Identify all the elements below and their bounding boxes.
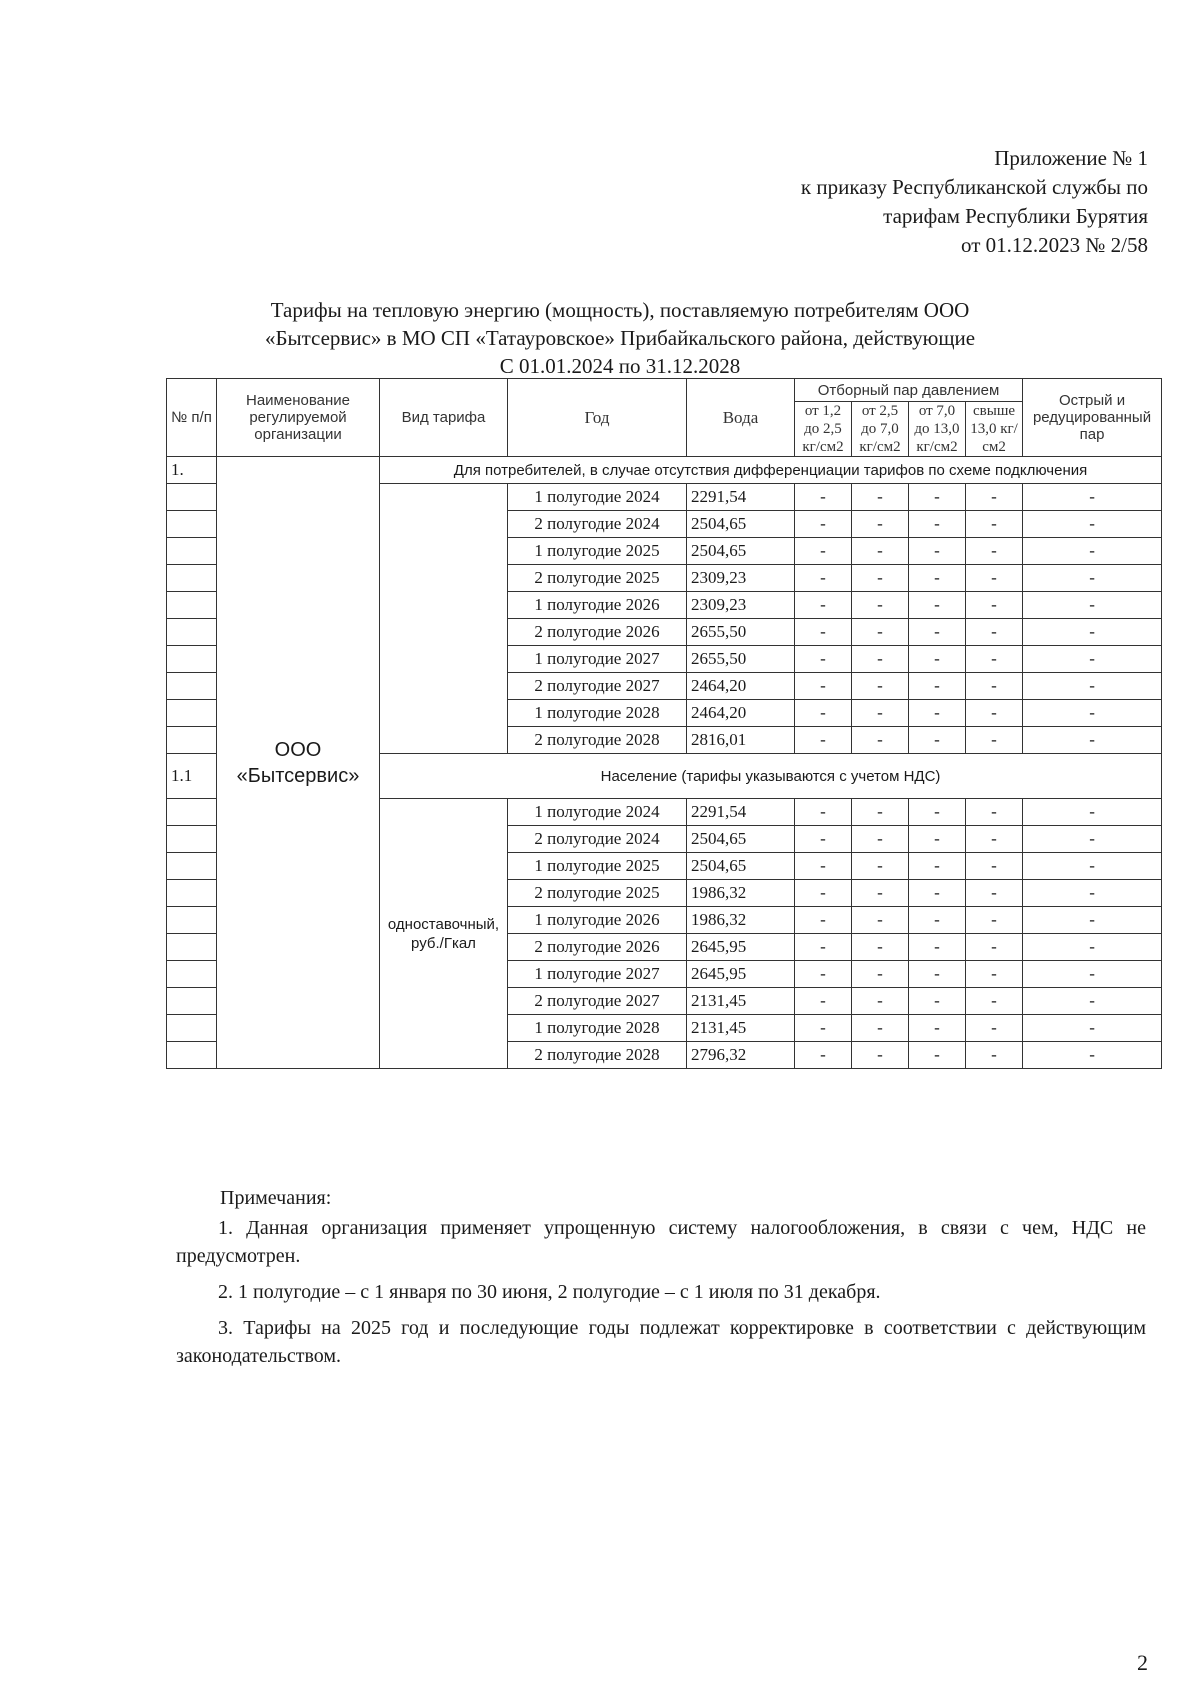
steam-value-cell: -	[966, 880, 1023, 907]
steam-value-cell: -	[795, 646, 852, 673]
year-cell: 1 полугодие 2028	[508, 1015, 687, 1042]
water-value-cell: 2309,23	[687, 565, 795, 592]
section-num: 1.1	[167, 754, 217, 799]
header-pressure: Отборный пар давлением	[795, 379, 1023, 402]
steam-value-cell: -	[852, 646, 909, 673]
year-cell: 2 полугодие 2024	[508, 511, 687, 538]
water-value-cell: 2816,01	[687, 727, 795, 754]
year-cell: 2 полугодие 2027	[508, 673, 687, 700]
steam-value-cell: -	[1023, 934, 1162, 961]
steam-value-cell: -	[909, 700, 966, 727]
row-num-cell	[167, 484, 217, 511]
title-line-3: С 01.01.2024 по 31.12.2028	[499, 354, 741, 378]
steam-value-cell: -	[909, 727, 966, 754]
year-cell: 2 полугодие 2027	[508, 988, 687, 1015]
year-cell: 1 полугодие 2025	[508, 853, 687, 880]
steam-value-cell: -	[909, 484, 966, 511]
section-label: Для потребителей, в случае отсутствия дифференциации тарифов по схеме подключения	[380, 457, 1162, 484]
steam-value-cell: -	[795, 511, 852, 538]
steam-value-cell: -	[1023, 538, 1162, 565]
document-header	[548, 144, 1148, 260]
header-pressure-4: свыше 13,0 кг/см2	[966, 402, 1023, 457]
steam-value-cell: -	[966, 727, 1023, 754]
steam-value-cell: -	[1023, 646, 1162, 673]
steam-value-cell: -	[795, 619, 852, 646]
steam-value-cell: -	[966, 934, 1023, 961]
steam-value-cell: -	[795, 565, 852, 592]
steam-value-cell: -	[795, 934, 852, 961]
steam-value-cell: -	[1023, 826, 1162, 853]
steam-value-cell: -	[852, 880, 909, 907]
year-cell: 1 полугодие 2024	[508, 484, 687, 511]
water-value-cell: 2796,32	[687, 1042, 795, 1069]
steam-value-cell: -	[852, 826, 909, 853]
steam-value-cell: -	[909, 646, 966, 673]
steam-value-cell: -	[795, 538, 852, 565]
steam-value-cell: -	[852, 673, 909, 700]
notes-heading: Примечания:	[220, 1187, 332, 1209]
year-cell: 2 полугодие 2028	[508, 1042, 687, 1069]
steam-value-cell: -	[852, 565, 909, 592]
year-cell: 2 полугодие 2026	[508, 934, 687, 961]
steam-value-cell: -	[966, 511, 1023, 538]
year-cell: 1 полугодие 2026	[508, 592, 687, 619]
row-num-cell	[167, 727, 217, 754]
water-value-cell: 2655,50	[687, 619, 795, 646]
steam-value-cell: -	[1023, 592, 1162, 619]
water-value-cell: 2504,65	[687, 853, 795, 880]
note-3: 3. Тарифы на 2025 год и последующие годы подлежат корректировке в соответствии с действующим законодательством.	[176, 1317, 1146, 1367]
steam-value-cell: -	[966, 646, 1023, 673]
steam-value-cell: -	[909, 934, 966, 961]
steam-value-cell: -	[1023, 619, 1162, 646]
row-num-cell	[167, 826, 217, 853]
steam-value-cell: -	[966, 565, 1023, 592]
section-label: Население (тарифы указываются с учетом НДС)	[380, 754, 1162, 799]
header-vid: Вид тарифа	[380, 379, 508, 457]
water-value-cell: 2504,65	[687, 826, 795, 853]
water-value-cell: 2131,45	[687, 1015, 795, 1042]
steam-value-cell: -	[909, 880, 966, 907]
water-value-cell: 2291,54	[687, 799, 795, 826]
steam-value-cell: -	[966, 907, 1023, 934]
row-num-cell	[167, 619, 217, 646]
steam-value-cell: -	[909, 853, 966, 880]
row-num-cell	[167, 700, 217, 727]
year-cell: 1 полугодие 2027	[508, 646, 687, 673]
steam-value-cell: -	[1023, 961, 1162, 988]
row-num-cell	[167, 673, 217, 700]
row-num-cell	[167, 880, 217, 907]
steam-value-cell: -	[795, 727, 852, 754]
page-number: 2	[1137, 1650, 1148, 1675]
steam-value-cell: -	[1023, 700, 1162, 727]
year-cell: 2 полугодие 2024	[508, 826, 687, 853]
steam-value-cell: -	[852, 934, 909, 961]
row-num-cell	[167, 934, 217, 961]
year-cell: 2 полугодие 2026	[508, 619, 687, 646]
steam-value-cell: -	[909, 592, 966, 619]
header-org: Наименование регулируемой организации	[217, 379, 380, 457]
steam-value-cell: -	[909, 511, 966, 538]
header-pressure-2: от 2,5 до 7,0 кг/см2	[852, 402, 909, 457]
water-value-cell: 1986,32	[687, 880, 795, 907]
notes	[176, 1184, 1146, 1378]
steam-value-cell: -	[909, 619, 966, 646]
row-num-cell	[167, 511, 217, 538]
header-pressure-1: от 1,2 до 2,5 кг/см2	[795, 402, 852, 457]
steam-value-cell: -	[966, 1015, 1023, 1042]
steam-value-cell: -	[795, 592, 852, 619]
steam-value-cell: -	[966, 700, 1023, 727]
steam-value-cell: -	[909, 799, 966, 826]
steam-value-cell: -	[966, 592, 1023, 619]
title-line-1: Тарифы на тепловую энергию (мощность), поставляемую потребителям ООО	[270, 298, 970, 322]
steam-value-cell: -	[1023, 511, 1162, 538]
steam-value-cell: -	[795, 700, 852, 727]
steam-value-cell: -	[852, 538, 909, 565]
steam-value-cell: -	[852, 853, 909, 880]
steam-value-cell: -	[909, 826, 966, 853]
water-value-cell: 2464,20	[687, 700, 795, 727]
steam-value-cell: -	[966, 853, 1023, 880]
note-1: 1. Данная организация применяет упрощенную систему налогообложения, в связи с чем, НДС не предусмотрен.	[176, 1217, 1146, 1267]
row-num-cell	[167, 961, 217, 988]
header-num: № п/п	[167, 379, 217, 457]
steam-value-cell: -	[795, 988, 852, 1015]
steam-value-cell: -	[852, 988, 909, 1015]
row-num-cell	[167, 988, 217, 1015]
steam-value-cell: -	[852, 592, 909, 619]
header-line-1: Приложение № 1	[994, 146, 1148, 170]
header-voda: Вода	[687, 379, 795, 457]
tariff-type-cell: одноставочный, руб./Гкал	[380, 799, 508, 1069]
header-line-4: от 01.12.2023 № 2/58	[960, 233, 1148, 257]
water-value-cell: 2291,54	[687, 484, 795, 511]
row-num-cell	[167, 799, 217, 826]
steam-value-cell: -	[852, 700, 909, 727]
steam-value-cell: -	[852, 799, 909, 826]
year-cell: 2 полугодие 2028	[508, 727, 687, 754]
steam-value-cell: -	[1023, 565, 1162, 592]
row-num-cell	[167, 538, 217, 565]
steam-value-cell: -	[1023, 484, 1162, 511]
header-ostr: Острый и редуцированный пар	[1023, 379, 1162, 457]
steam-value-cell: -	[795, 880, 852, 907]
water-value-cell: 2645,95	[687, 961, 795, 988]
steam-value-cell: -	[1023, 988, 1162, 1015]
water-value-cell: 2464,20	[687, 673, 795, 700]
steam-value-cell: -	[852, 1042, 909, 1069]
steam-value-cell: -	[909, 961, 966, 988]
steam-value-cell: -	[1023, 799, 1162, 826]
steam-value-cell: -	[1023, 673, 1162, 700]
steam-value-cell: -	[852, 907, 909, 934]
steam-value-cell: -	[852, 1015, 909, 1042]
steam-value-cell: -	[909, 1015, 966, 1042]
year-cell: 1 полугодие 2024	[508, 799, 687, 826]
water-value-cell: 2504,65	[687, 538, 795, 565]
steam-value-cell: -	[795, 907, 852, 934]
steam-value-cell: -	[966, 826, 1023, 853]
title-line-2: «Бытсервис» в МО СП «Татауровское» Прибайкальского района, действующие	[264, 326, 976, 350]
steam-value-cell: -	[909, 1042, 966, 1069]
steam-value-cell: -	[909, 673, 966, 700]
year-cell: 2 полугодие 2025	[508, 880, 687, 907]
steam-value-cell: -	[795, 799, 852, 826]
steam-value-cell: -	[1023, 727, 1162, 754]
row-num-cell	[167, 853, 217, 880]
steam-value-cell: -	[966, 988, 1023, 1015]
row-num-cell	[167, 1015, 217, 1042]
steam-value-cell: -	[966, 619, 1023, 646]
steam-value-cell: -	[1023, 1015, 1162, 1042]
org-name: ООО «Бытсервис»	[217, 457, 380, 1069]
steam-value-cell: -	[909, 565, 966, 592]
water-value-cell: 2131,45	[687, 988, 795, 1015]
steam-value-cell: -	[909, 988, 966, 1015]
steam-value-cell: -	[795, 961, 852, 988]
steam-value-cell: -	[966, 799, 1023, 826]
steam-value-cell: -	[966, 538, 1023, 565]
steam-value-cell: -	[1023, 853, 1162, 880]
section-row	[167, 457, 1162, 484]
steam-value-cell: -	[966, 961, 1023, 988]
steam-value-cell: -	[852, 511, 909, 538]
tariff-table	[166, 378, 1162, 1069]
row-num-cell	[167, 646, 217, 673]
steam-value-cell: -	[852, 619, 909, 646]
steam-value-cell: -	[909, 907, 966, 934]
steam-value-cell: -	[795, 1015, 852, 1042]
water-value-cell: 1986,32	[687, 907, 795, 934]
year-cell: 2 полугодие 2025	[508, 565, 687, 592]
row-num-cell	[167, 907, 217, 934]
header-line-3: тарифам Республики Бурятия	[883, 204, 1148, 228]
steam-value-cell: -	[852, 727, 909, 754]
steam-value-cell: -	[852, 484, 909, 511]
tariff-type-cell	[380, 484, 508, 754]
row-num-cell	[167, 592, 217, 619]
steam-value-cell: -	[909, 538, 966, 565]
year-cell: 1 полугодие 2025	[508, 538, 687, 565]
water-value-cell: 2504,65	[687, 511, 795, 538]
row-num-cell	[167, 565, 217, 592]
steam-value-cell: -	[795, 673, 852, 700]
water-value-cell: 2655,50	[687, 646, 795, 673]
row-num-cell	[167, 1042, 217, 1069]
header-god: Год	[508, 379, 687, 457]
header-line-2: к приказу Республиканской службы по	[800, 175, 1148, 199]
steam-value-cell: -	[966, 484, 1023, 511]
header-pressure-3: от 7,0 до 13,0 кг/см2	[909, 402, 966, 457]
steam-value-cell: -	[852, 961, 909, 988]
steam-value-cell: -	[966, 1042, 1023, 1069]
steam-value-cell: -	[795, 826, 852, 853]
document-title	[150, 296, 1090, 380]
steam-value-cell: -	[795, 484, 852, 511]
steam-value-cell: -	[1023, 907, 1162, 934]
steam-value-cell: -	[795, 853, 852, 880]
year-cell: 1 полугодие 2026	[508, 907, 687, 934]
year-cell: 1 полугодие 2028	[508, 700, 687, 727]
steam-value-cell: -	[1023, 1042, 1162, 1069]
steam-value-cell: -	[966, 673, 1023, 700]
steam-value-cell: -	[795, 1042, 852, 1069]
water-value-cell: 2309,23	[687, 592, 795, 619]
steam-value-cell: -	[1023, 880, 1162, 907]
section-num: 1.	[167, 457, 217, 484]
year-cell: 1 полугодие 2027	[508, 961, 687, 988]
note-2: 2. 1 полугодие – с 1 января по 30 июня, 2 полугодие – с 1 июля по 31 декабря.	[218, 1281, 881, 1303]
water-value-cell: 2645,95	[687, 934, 795, 961]
